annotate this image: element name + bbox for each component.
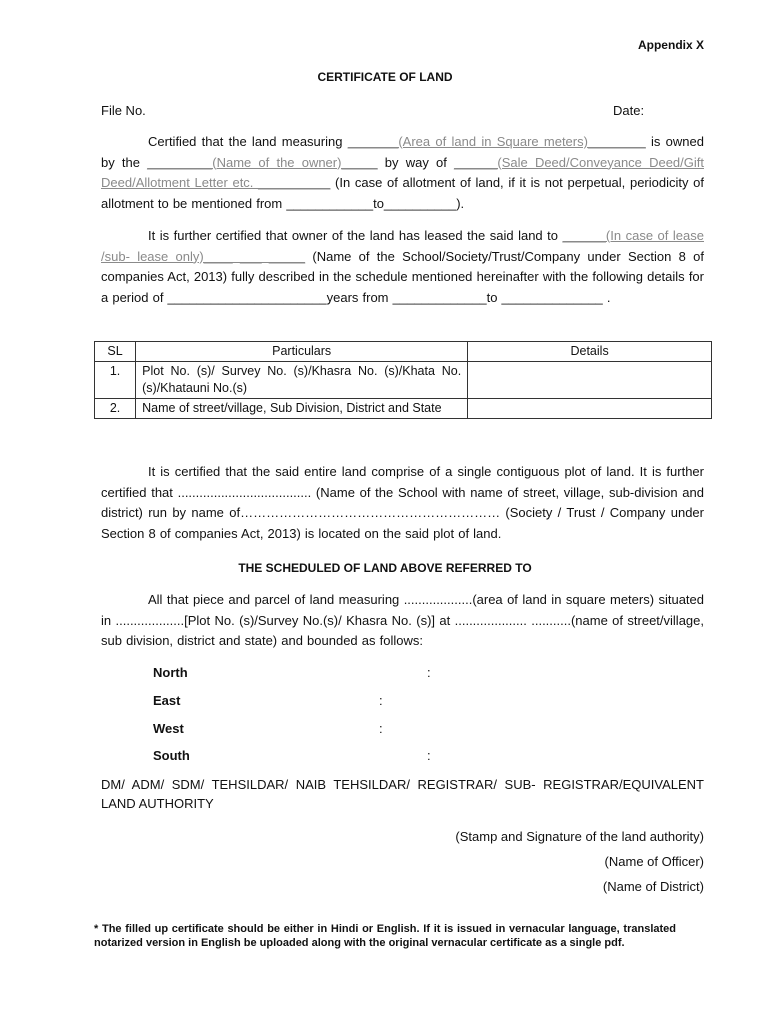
para2-text-2: (Name of the School/Society/Trust/Company under Section 8 of companies Act, 2013) fully described in the schedule mentioned hereinafter with the following details for a period of ______________________years from _____________to ______________ .	[101, 248, 704, 305]
table-row	[95, 399, 712, 419]
boundary-west-colon: :	[379, 721, 383, 736]
para2-text-1: It is further certified that owner of the land has leased the said land to	[148, 228, 563, 243]
date-label: Date:	[613, 103, 645, 118]
para3-text: It is certified that the said entire land comprise of a single contiguous plot of land. It is further certified that ..................................... (Name of the School with name of street, village, sub-division and district) run by name of…………………………………………………… (Society / Trust / Company under Section 8 of companies Act, 2013) is located on the said plot of land.	[101, 464, 704, 541]
row-sl: 1.	[95, 362, 136, 399]
schedule-heading: THE SCHEDULED OF LAND ABOVE REFERRED TO	[238, 561, 532, 575]
schedule-paragraph	[101, 590, 704, 652]
contiguous-plot-paragraph	[101, 462, 704, 544]
para1-text-2: is owned by the	[101, 134, 704, 170]
header-particulars: Particulars	[136, 342, 468, 362]
header-sl: SL	[95, 342, 136, 362]
owner-field: _________(Name of the owner)_____	[147, 154, 378, 170]
para1-text-1: Certified that the land measuring	[148, 134, 348, 149]
boundary-west-label: West	[153, 721, 184, 736]
lease-field: ______(In case of lease /sub- lease only)____ ___ _____	[101, 228, 704, 264]
header-details: Details	[468, 342, 712, 362]
stamp-signature-label: (Stamp and Signature of the land authority)	[455, 829, 704, 844]
row-sl: 2.	[95, 399, 136, 419]
lease-paragraph	[101, 226, 704, 308]
table-header-row	[95, 342, 712, 362]
row-details	[468, 399, 712, 419]
appendix-label: Appendix X	[637, 38, 704, 52]
document-title: CERTIFICATE OF LAND	[317, 70, 453, 84]
table-row	[95, 362, 712, 399]
para1-text-4: (In case of allotment of land, if it is not perpetual, periodicity of allotment to be mentioned from ____________to__________).	[101, 175, 704, 211]
boundary-north-colon: :	[427, 665, 431, 680]
authority-line-1: DM/ ADM/ SDM/ TEHSILDAR/ NAIB TEHSILDAR/ REGISTRAR/ SUB- REGISTRAR/EQUIVALENT	[101, 777, 704, 792]
boundary-south-label: South	[153, 748, 190, 763]
authority-line-2: LAND AUTHORITY	[101, 796, 214, 811]
para1-text-3: by way of	[377, 154, 455, 170]
boundary-south-colon: :	[427, 748, 431, 763]
row-particulars: Name of street/village, Sub Division, District and State	[136, 399, 468, 419]
land-details-table	[94, 341, 712, 419]
district-name-label: (Name of District)	[602, 879, 704, 894]
officer-name-label: (Name of Officer)	[604, 854, 704, 869]
row-details	[468, 362, 712, 399]
boundary-north-label: North	[153, 665, 188, 680]
file-number-label: File No.	[101, 103, 146, 118]
row-particulars: Plot No. (s)/ Survey No. (s)/Khasra No. (s)/Khata No.(s)/Khatauni No.(s)	[136, 362, 468, 399]
deed-field: ______(Sale Deed/Conveyance Deed/Gift Deed/Allotment Letter etc. __________	[101, 154, 704, 190]
footnote: * The filled up certificate should be either in Hindi or English. If it is issued in vernacular language, translated notarized version in English be uploaded along with the original vernacular certificate as a single pdf.	[94, 923, 676, 949]
schedule-text: All that piece and parcel of land measuring ...................(area of land in square meters) situated in ...................[Plot No. (s)/Survey No.(s)/ Khasra No. (s)] at .................... ...........(name of street/village, sub division, district and state) and bounded as follows:	[101, 592, 704, 648]
area-field: _______(Area of land in Square meters)________	[347, 134, 646, 149]
ownership-paragraph	[101, 132, 704, 214]
boundary-east-colon: :	[379, 693, 383, 708]
boundary-east-label: East	[153, 693, 181, 708]
